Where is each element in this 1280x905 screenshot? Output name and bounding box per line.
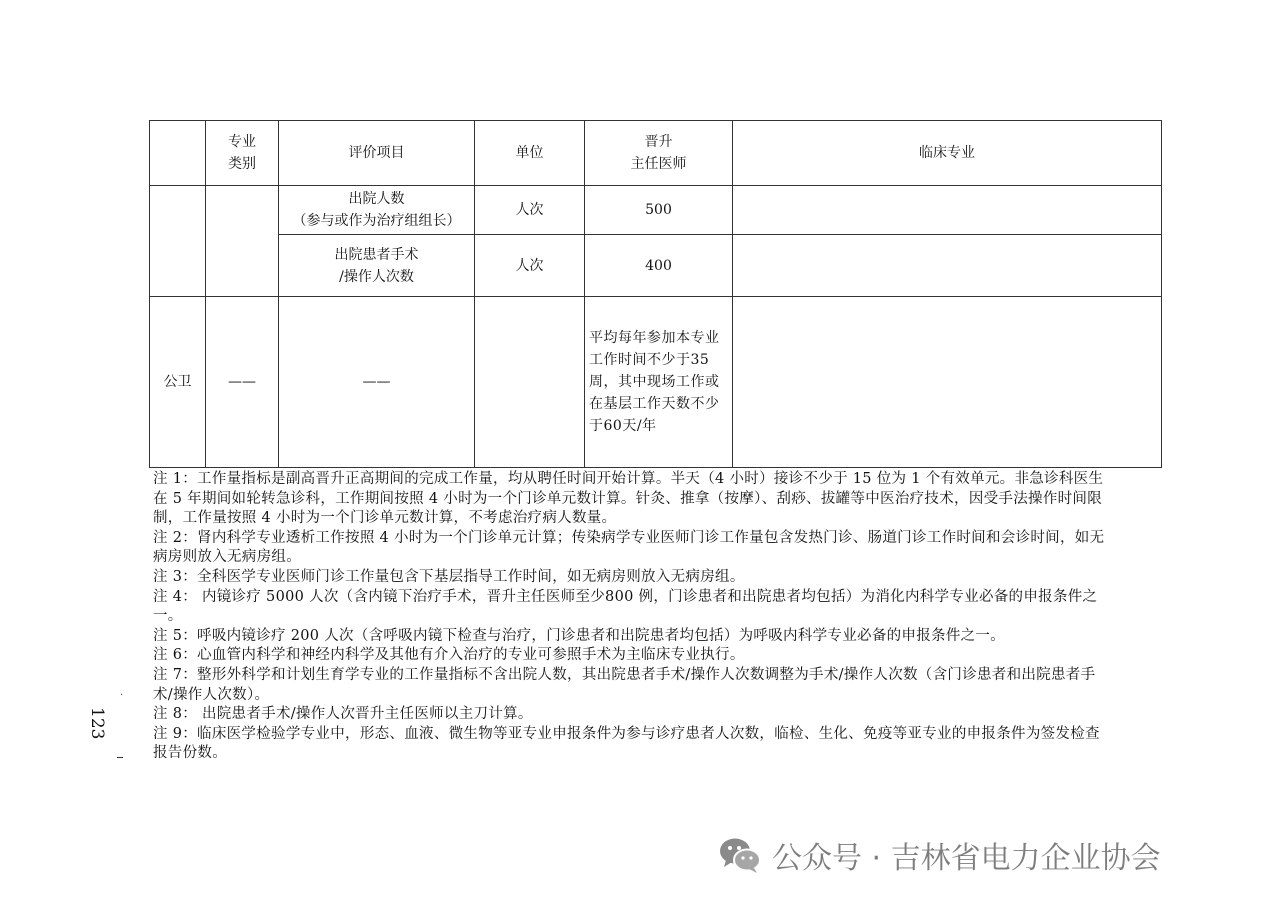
watermark xyxy=(718,833,1161,877)
note-1: 注 1：工作量指标是副高晋升正高期间的完成工作量，均从聘任时间开始计算。半天（4 小时）接诊不少于 15 位为 1 个有效单元。非急诊科医生在 5 年期间如轮转急诊科，工作期间按照 4 小时为一个门诊单元数计算。针灸、推拿（按摩）、刮痧、拔罐等中医治疗技术，因受手法操作时间限制，工作量按照 4 小时为一个门诊单元数计算，不考虑治疗病人数量。 xyxy=(153,471,1104,527)
note-6: 注 6：心血管内科学和神经内科学及其他有介入治疗的专业可参照手术为主临床专业执行。 xyxy=(153,647,745,664)
row-value: 400 xyxy=(585,235,733,297)
header-cell xyxy=(150,121,206,186)
row-item: —— xyxy=(279,297,475,468)
table-header-row xyxy=(150,121,1162,186)
row-category: 公卫 xyxy=(150,297,206,468)
row-unit: 人次 xyxy=(475,235,585,297)
note-4: 注 4： 内镜诊疗 5000 人次（含内镜下治疗手术，晋升主任医师至少800 例，门诊患者和出院患者均包括）为消化内科学专业必备的申报条件之一。 xyxy=(153,588,1098,625)
row-unit xyxy=(475,297,585,468)
page-number: 123 xyxy=(87,707,107,740)
table-row xyxy=(150,297,1162,468)
margin-dash xyxy=(117,757,123,758)
table-row xyxy=(150,186,1162,235)
row-item: 出院人数 （参与或作为治疗组组长） xyxy=(279,186,475,235)
wechat-icon xyxy=(718,835,762,875)
header-unit: 单位 xyxy=(475,121,585,186)
note-9: 注 9：临床医学检验学专业中，形态、血液、微生物等亚专业申报条件为参与诊疗患者人次数，临检、生化、免疫等亚专业的申报条件为签发检查报告份数。 xyxy=(153,725,1100,762)
header-category: 专业 类别 xyxy=(206,121,279,186)
row-category xyxy=(150,186,206,297)
row-clinical xyxy=(733,297,1162,468)
notes-section xyxy=(153,470,1113,764)
watermark-text: 公众号 · 吉林省电力企业协会 xyxy=(772,841,1161,876)
note-2: 注 2：肾内科学专业透析工作按照 4 小时为一个门诊单元计算；传染病学专业医师门诊工作量包含发热门诊、肠道门诊工作时间和会诊时间，如无病房则放入无病房组。 xyxy=(153,529,1105,566)
row-value: 500 xyxy=(585,186,733,235)
note-5: 注 5：呼吸内镜诊疗 200 人次（含呼吸内镜下检查与治疗，门诊患者和出院患者均包括）为呼吸内科学专业必备的申报条件之一。 xyxy=(153,627,1006,644)
row-item: 出院患者手术 /操作人次数 xyxy=(279,235,475,297)
margin-mark: · xyxy=(120,690,124,701)
row-clinical xyxy=(733,235,1162,297)
row-unit: 人次 xyxy=(475,186,585,235)
workload-table xyxy=(149,120,1162,468)
row-clinical xyxy=(733,186,1162,235)
row-major: —— xyxy=(206,297,279,468)
note-7: 注 7：整形外科学和计划生育学专业的工作量指标不含出院人数，其出院患者手术/操作人次数调整为手术/操作人次数（含门诊患者和出院患者手术/操作人次数）。 xyxy=(153,666,1096,703)
table-row xyxy=(150,235,1162,297)
header-chief-physician: 晋升 主任医师 xyxy=(585,121,733,186)
header-clinical: 临床专业 xyxy=(733,121,1162,186)
note-3: 注 3：全科医学专业医师门诊工作量包含下基层指导工作时间，如无病房则放入无病房组。 xyxy=(153,568,745,585)
note-8: 注 8： 出院患者手术/操作人次晋升主任医师以主刀计算。 xyxy=(153,706,533,723)
row-requirement: 平均每年参加本专业工作时间不少于35周，其中现场工作或在基层工作天数不少于60天/年 xyxy=(585,297,733,468)
header-item: 评价项目 xyxy=(279,121,475,186)
row-major xyxy=(206,186,279,297)
